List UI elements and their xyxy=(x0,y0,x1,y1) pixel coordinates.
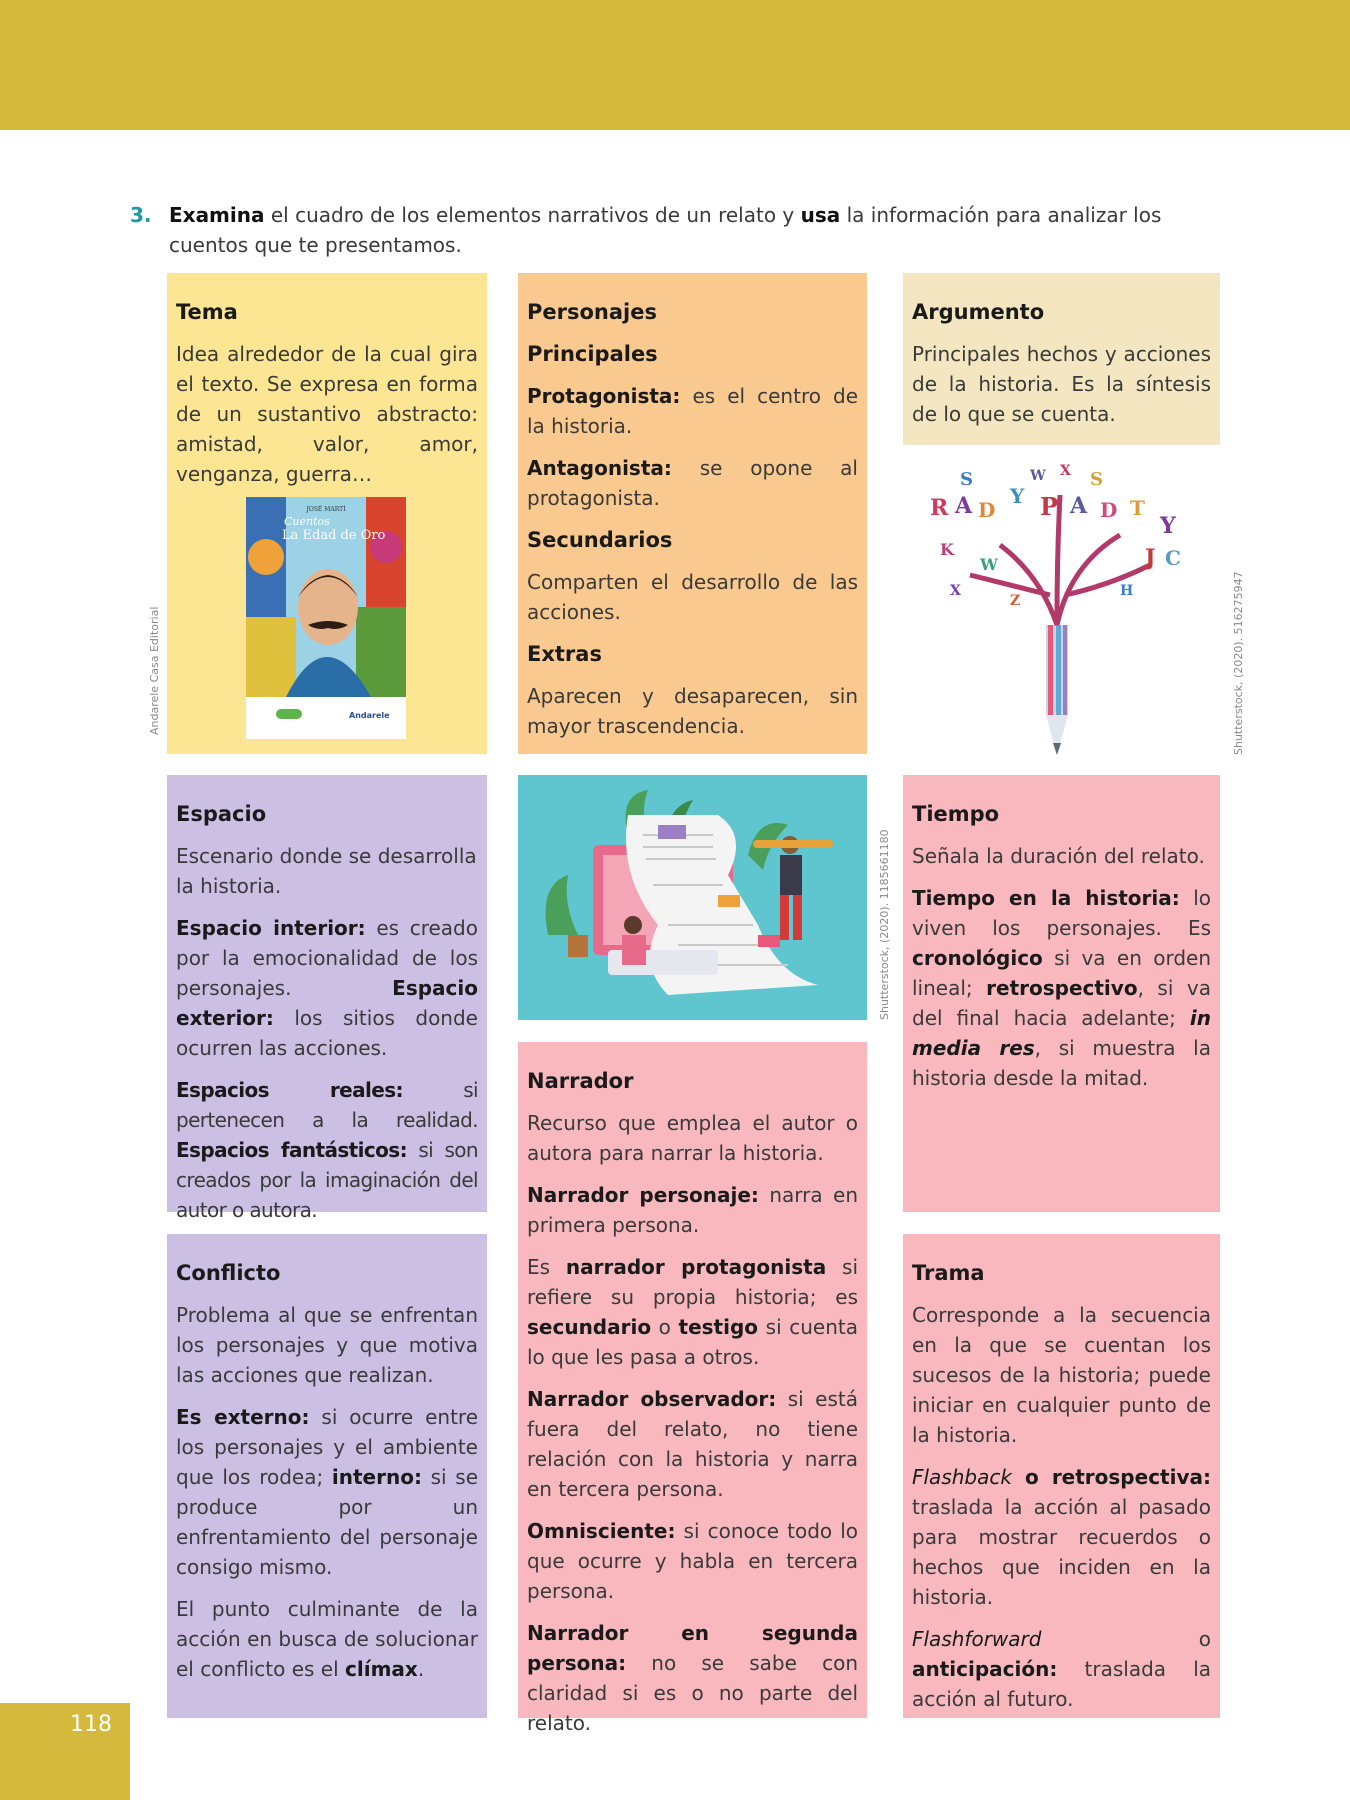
secundarios-heading: Secundarios xyxy=(527,528,673,552)
trama-title: Trama xyxy=(912,1261,985,1285)
letter-tree-illustration xyxy=(920,455,1200,755)
trama-text: Corresponde a la secuencia en la que se cuentan los sucesos de la historia; puede iniciar en cualquier punto de la historia. xyxy=(912,1303,1211,1447)
book-cover-image xyxy=(246,497,406,739)
flashforward-label: anticipación: xyxy=(912,1657,1058,1681)
personajes-box xyxy=(518,273,867,754)
svg-text:H: H xyxy=(1120,583,1134,599)
tiempo-part1: lo viven los personajes. Es xyxy=(912,886,1211,940)
espacio-interior-label: Espacio interior: xyxy=(176,916,366,940)
narrador-observador-text xyxy=(527,1384,858,1504)
svg-text:Z: Z xyxy=(1010,593,1021,609)
espacios-reales-label: Espacios reales: xyxy=(176,1078,403,1102)
instruction-verb-usa: usa xyxy=(800,203,841,227)
tiempo-part2: si va en orden lineal; xyxy=(912,946,1211,1000)
omnisciente-desc: si conoce todo lo que ocurre y habla en tercera persona. xyxy=(527,1519,858,1603)
instruction-text xyxy=(130,200,1230,260)
instruction-number: 3. xyxy=(130,203,152,227)
svg-text:P: P xyxy=(1040,492,1059,521)
narrador-observador-desc: si está fuera del relato, no tiene relación con la historia y narra en tercera persona. xyxy=(527,1387,858,1501)
espacio-reales-fantasticos xyxy=(176,1075,478,1225)
secundario-term: secundario xyxy=(527,1315,652,1339)
writer-scene-illustration xyxy=(518,775,867,1020)
narrador-segunda-text xyxy=(527,1618,858,1738)
instruction-verb-examina: Examina xyxy=(169,203,265,227)
tema-image-credit: Andarele Casa Editorial xyxy=(148,606,161,735)
narrador-box xyxy=(518,1042,867,1735)
conflicto-interno-label: interno: xyxy=(331,1465,422,1489)
svg-text:S: S xyxy=(960,469,973,490)
svg-text:T: T xyxy=(1130,496,1145,520)
espacio-exterior-label: Espacio exterior: xyxy=(176,976,478,1030)
svg-text:J: J xyxy=(1145,545,1156,571)
narrador-personaje-desc: narra en primera persona. xyxy=(527,1183,858,1237)
book-title-2: La Edad de Oro xyxy=(282,528,386,543)
secundarios-text: Comparten el desarrollo de las acciones. xyxy=(527,570,858,624)
espacios-reales-desc: si pertenecen a la realidad. xyxy=(176,1078,478,1132)
book-author: JOSÉ MARTÍ xyxy=(306,506,346,513)
tiempo-historia-label: Tiempo en la historia: xyxy=(912,886,1180,910)
conflicto-interno-desc: si se produce por un enfrentamiento del personaje consigo mismo. xyxy=(176,1465,478,1579)
flashback-term: Flashback xyxy=(912,1465,1012,1489)
protagonista-text xyxy=(527,381,858,441)
argumento-image-credit: Shutterstock, (2020). 516275947 xyxy=(1232,571,1245,755)
flashback-o: o xyxy=(1011,1465,1052,1489)
espacio-interior-desc: es creado por la emocionalidad de los personajes. xyxy=(176,916,478,1000)
book-publisher: Andarele xyxy=(349,711,390,720)
letter-tree-image xyxy=(920,455,1200,755)
tiempo-title: Tiempo xyxy=(912,802,1000,826)
extras-heading: Extras xyxy=(527,642,602,666)
tiempo-part3: , si va del final hacia adelante; xyxy=(912,976,1211,1030)
svg-text:C: C xyxy=(1165,546,1181,570)
tiempo-historia-text xyxy=(912,883,1211,1093)
instruction-part1: el cuadro de los elementos narrativos de un relato y xyxy=(264,203,801,227)
svg-text:R: R xyxy=(930,495,949,521)
argumento-text: Principales hechos y acciones de la historia. Es la síntesis de lo que se cuenta. xyxy=(912,342,1211,426)
tema-text: Idea alrededor de la cual gira el texto. Se expresa en forma de un sustantivo abstracto: amistad, valor, amor, venganza, guerra… xyxy=(176,342,478,486)
conflicto-tipos-text xyxy=(176,1402,478,1582)
book-title-1: Cuentos xyxy=(284,515,330,528)
svg-text:S: S xyxy=(1090,469,1103,490)
argumento-title: Argumento xyxy=(912,300,1045,324)
conflicto-title: Conflicto xyxy=(176,1261,281,1285)
flashforward-text xyxy=(912,1624,1211,1714)
narrador-protagonista-text xyxy=(527,1252,858,1372)
narrador-part3: si cuenta lo que les pasa a otros. xyxy=(527,1315,858,1369)
argumento-box xyxy=(903,273,1220,445)
narrador-segunda-label: Narrador en segunda persona: xyxy=(527,1621,858,1675)
climax-term: clímax xyxy=(345,1657,418,1681)
narrator-illustration xyxy=(518,775,867,1020)
svg-text:A: A xyxy=(1070,493,1088,519)
testigo-term: testigo xyxy=(678,1315,759,1339)
espacio-title: Espacio xyxy=(176,802,267,826)
narrador-o: o xyxy=(651,1315,679,1339)
conflicto-externo-desc: si ocurre entre los personajes y el ambiente que los rodea; xyxy=(176,1405,478,1489)
narrador-segunda-desc: no se sabe con claridad si es o no parte del relato. xyxy=(527,1651,858,1735)
extras-text: Aparecen y desaparecen, sin mayor trascendencia. xyxy=(527,684,858,738)
in-media-res-term: in media res xyxy=(912,1006,1211,1060)
principales-heading: Principales xyxy=(527,342,658,366)
flashforward-o: o xyxy=(1041,1627,1211,1651)
flashback-text xyxy=(912,1462,1211,1612)
espacio-interior-exterior xyxy=(176,913,478,1063)
antagonista-text xyxy=(527,453,858,513)
flashback-desc: traslada la acción al pasado para mostrar recuerdos o hechos que inciden en la historia. xyxy=(912,1495,1211,1609)
narrador-personaje-text xyxy=(527,1180,858,1240)
svg-text:X: X xyxy=(950,583,961,599)
flashforward-term: Flashforward xyxy=(912,1627,1042,1651)
tiempo-box xyxy=(903,775,1220,1212)
instruction xyxy=(130,200,1230,260)
climax-desc: El punto culminante de la acción en busca de solucionar el conflicto es el xyxy=(176,1597,479,1681)
illustration-credit: Shutterstock, (2020). 1185661180 xyxy=(878,829,891,1020)
protagonista-desc: es el centro de la historia. xyxy=(527,384,858,438)
book-cover-illustration xyxy=(246,497,406,739)
tema-title: Tema xyxy=(176,300,238,324)
narrador-title: Narrador xyxy=(527,1069,634,1093)
espacio-exterior-desc: los sitios donde ocurren las acciones. xyxy=(176,1006,478,1060)
top-banner xyxy=(0,0,1350,130)
svg-text:D: D xyxy=(1100,498,1118,522)
svg-text:Y: Y xyxy=(1010,484,1025,508)
narrador-personaje-label: Narrador personaje: xyxy=(527,1183,759,1207)
climax-period: . xyxy=(417,1657,425,1681)
svg-text:D: D xyxy=(978,498,996,522)
espacios-fantasticos-label: Espacios fantásticos: xyxy=(176,1138,407,1162)
svg-text:K: K xyxy=(940,540,954,559)
svg-text:X: X xyxy=(1060,463,1071,479)
espacio-text: Escenario donde se desarrolla la historia. xyxy=(176,844,477,898)
svg-text:W: W xyxy=(1030,468,1046,484)
protagonista-label: Protagonista: xyxy=(527,384,681,408)
svg-text:Y: Y xyxy=(1160,513,1176,539)
svg-text:A: A xyxy=(955,493,973,519)
espacio-box xyxy=(167,775,487,1222)
tiempo-text: Señala la duración del relato. xyxy=(912,844,1205,868)
conflicto-box xyxy=(167,1234,487,1718)
svg-text:W: W xyxy=(980,555,998,574)
tiempo-part4: , si muestra la historia desde la mitad. xyxy=(912,1036,1211,1090)
narrador-es: Es xyxy=(527,1255,566,1279)
climax-text xyxy=(176,1594,478,1684)
narrador-observador-label: Narrador observador: xyxy=(527,1387,777,1411)
conflicto-text: Problema al que se enfrentan los personajes y que motiva las acciones que realizan. xyxy=(176,1303,478,1387)
trama-box xyxy=(903,1234,1220,1718)
flashforward-desc: traslada la acción al futuro. xyxy=(912,1657,1211,1711)
conflicto-externo-label: Es externo: xyxy=(176,1405,310,1429)
instruction-part2: la información para analizar los cuentos que te presentamos. xyxy=(169,203,1162,257)
espacios-fantasticos-desc: si son creados por la imaginación del autor o autora. xyxy=(176,1138,478,1222)
omnisciente-text xyxy=(527,1516,858,1606)
cronologico-term: cronológico xyxy=(912,946,1043,970)
page-number: 118 xyxy=(70,1712,112,1737)
omnisciente-label: Omnisciente: xyxy=(527,1519,676,1543)
personajes-title: Personajes xyxy=(527,300,657,324)
flashback-label: retrospectiva: xyxy=(1051,1465,1211,1489)
retrospectivo-term: retrospectivo xyxy=(986,976,1138,1000)
narrador-protagonista-term: narrador protagonista xyxy=(565,1255,827,1279)
narrador-part2: si refiere su propia historia; es xyxy=(527,1255,859,1309)
narrador-text: Recurso que emplea el autor o autora para narrar la historia. xyxy=(527,1111,858,1165)
antagonista-desc: se opone al protagonista. xyxy=(527,456,858,510)
antagonista-label: Antagonista: xyxy=(527,456,672,480)
